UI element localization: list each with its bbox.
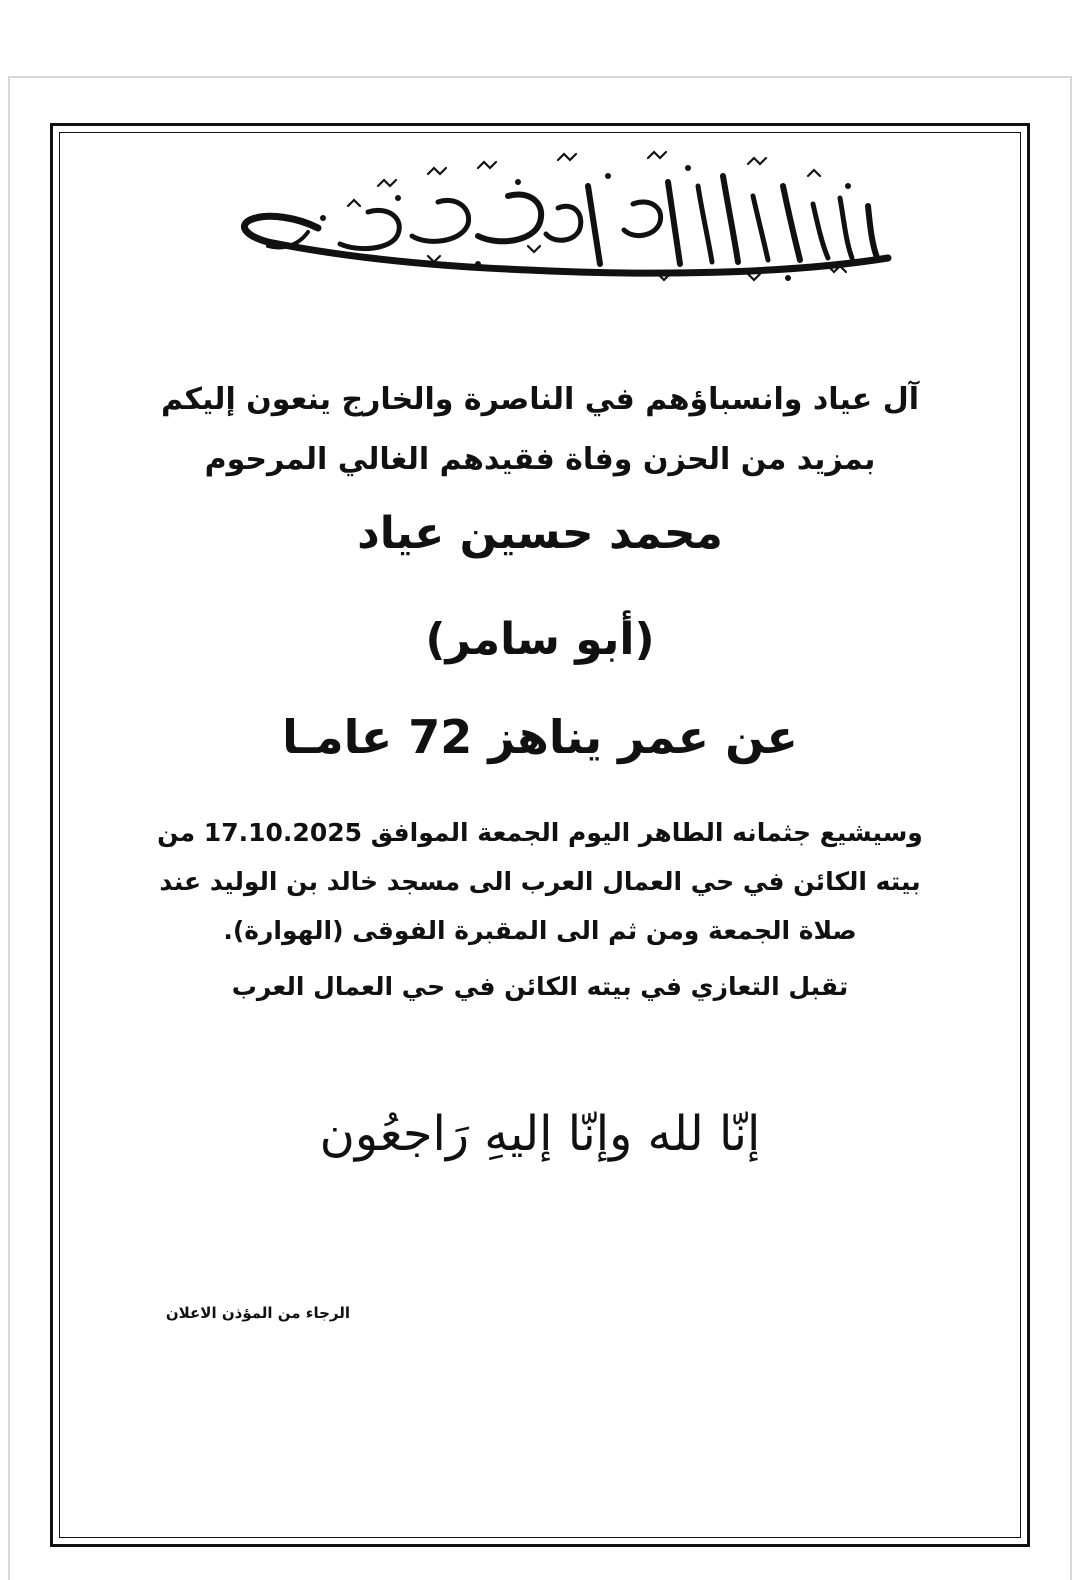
- deceased-nickname: (أبو سامر): [425, 614, 655, 665]
- intro-line: بمزيد من الحزن وفاة فقيدهم الغالي المرحوم: [204, 442, 876, 477]
- quran-verse: إنّا لله وإنّا إليهِ رَاجعُون: [319, 1106, 761, 1162]
- bismillah-calligraphy: [228, 146, 908, 286]
- deceased-name: محمد حسين عياد: [357, 508, 723, 559]
- intro-line: آل عياد وانسباؤهم في الناصرة والخارج ينعون إليكم: [160, 382, 920, 417]
- top-margin: [0, 0, 1080, 76]
- funeral-line: بيته الكائن في حي العمال العرب الى مسجد خالد بن الوليد عند: [159, 867, 921, 896]
- muezzin-note: الرجاء من المؤذن الاعلان: [165, 1304, 350, 1322]
- funeral-line: صلاة الجمعة ومن ثم الى المقبرة الفوقى (الهوارة).: [223, 916, 857, 945]
- age-line: عن عمر يناهز 72 عامـا: [282, 710, 798, 764]
- funeral-line: وسيشيع جثمانه الطاهر اليوم الجمعة الموافق 17.10.2025 من: [157, 818, 923, 847]
- condolence-info: تقبل التعازي في بيته الكائن في حي العمال العرب: [231, 972, 849, 1001]
- announcement-intro: [150, 370, 930, 490]
- funeral-details: [150, 808, 930, 955]
